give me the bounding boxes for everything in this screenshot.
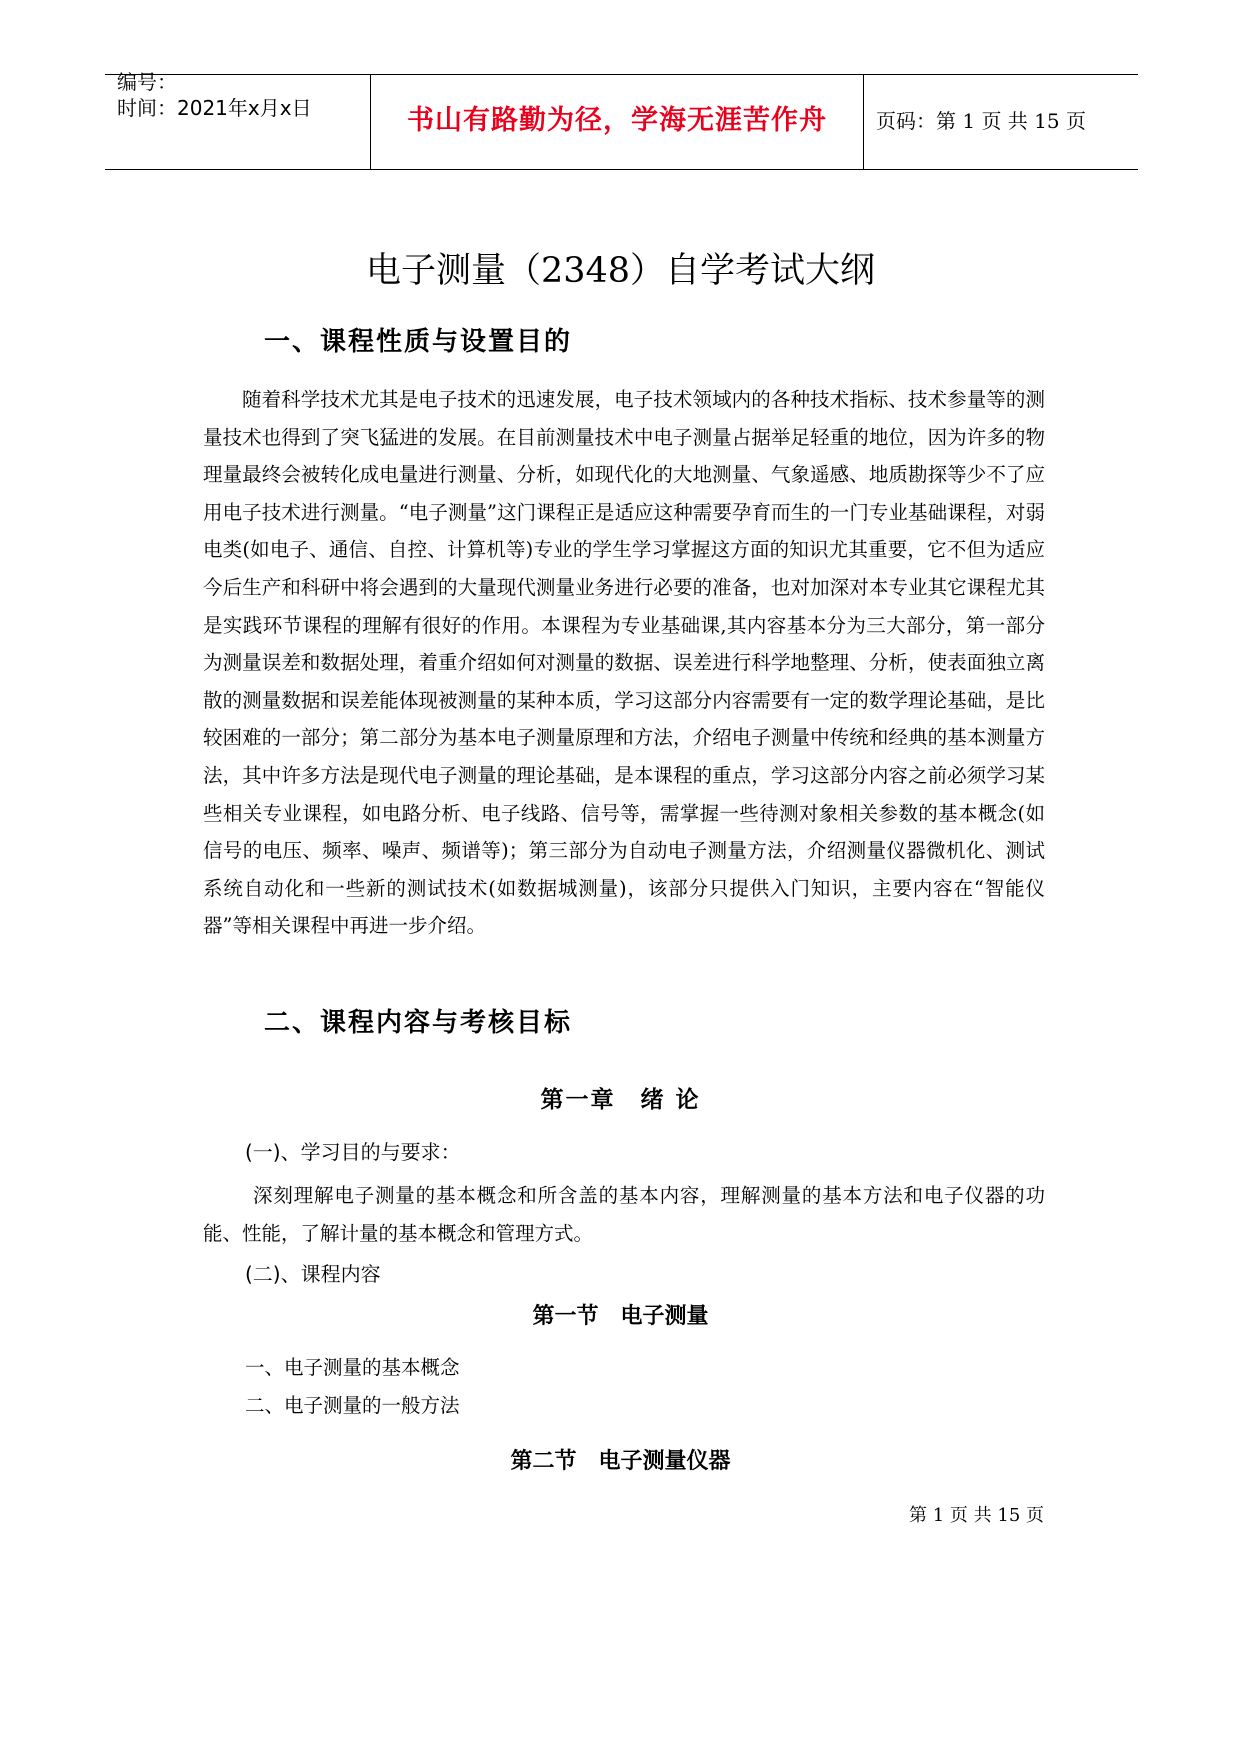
list-item: 二、电子测量的一般方法 [245, 1394, 460, 1417]
subsection-objectives-label: (一)、学习目的与要求： [245, 1140, 461, 1164]
subsection-content-label: (二)、课程内容 [245, 1262, 381, 1286]
list-item: 一、电子测量的基本概念 [245, 1356, 460, 1379]
page-header [105, 70, 1138, 170]
objectives-paragraph: 深刻理解电子测量的基本概念和所含盖的基本内容，理解测量的基本方法和电子仪器的功能、性能，了解计量的基本概念和管理方式。 [203, 1184, 1045, 1245]
document-time-label: 时间：2021年x月x日 [117, 96, 312, 120]
header-left-cell [105, 70, 370, 169]
page-footer-number: 第 1 页 共 15 页 [909, 1505, 1044, 1526]
header-page-cell [863, 75, 1138, 169]
header-motto: 书山有路勤为径，学海无涯苦作舟 [407, 105, 827, 136]
section-heading-course-content: 二、课程内容与考核目标 [264, 1008, 573, 1038]
section-heading-instruments: 第二节 电子测量仪器 [510, 1449, 731, 1474]
section-heading-course-nature: 一、课程性质与设置目的 [264, 327, 573, 357]
header-motto-cell [370, 75, 864, 169]
chapter-heading: 第一章 绪 论 [540, 1086, 701, 1113]
section-heading-electronic-measurement: 第一节 电子测量 [532, 1304, 709, 1329]
document-title: 电子测量（2348）自学考试大纲 [365, 251, 876, 291]
header-page-code: 页码：第 1 页 共 15 页 [876, 109, 1086, 133]
document-number-label: 编号： [117, 70, 177, 94]
course-nature-paragraph: 随着科学技术尤其是电子技术的迅速发展，电子技术领域内的各种技术指标、技术参量等的测量技术也得到了突飞猛进的发展。在目前测量技术中电子测量占据举足轻重的地位，因为许多的物理量最终会被转化成电量进行测量、分析，如现代化的大地测量、气象遥感、地质勘探等少不了应用电子技术进行测量。“电子测量”这门课程正是适应这种需要孕育而生的一门专业基础课程，对弱电类(如电子、通信、自控、计算机等)专业的学生学习掌握这方面的知识尤其重要，它不但为适应今后生产和科研中将会遇到的大量现代测量业务进行必要的准备，也对加深对本专业其它课程尤其是实践环节课程的理解有很好的作用。本课程为专业基础课,其内容基本分为三大部分，第一部分为测量误差和数据处理，着重介绍如何对测量的数据、误差进行科学地整理、分析，使表面独立离散的测量数据和误差能体现被测量的某种本质，学习这部分内容需要有一定的数学理论基础，是比较困难的一部分；第二部分为基本电子测量原理和方法，介绍电子测量中传统和经典的基本测量方法，其中许多方法是现代电子测量的理论基础，是本课程的重点，学习这部分内容之前必须学习某些相关专业课程，如电路分析、电子线路、信号等，需掌握一些待测对象相关参数的基本概念(如信号的电压、频率、噪声、频谱等)；第三部分为自动电子测量方法，介绍测量仪器微机化、测试系统自动化和一些新的测试技术(如数据城测量)，该部分只提供入门知识，主要内容在“智能仪器”等相关课程中再进一步介绍。 [203, 388, 1045, 938]
